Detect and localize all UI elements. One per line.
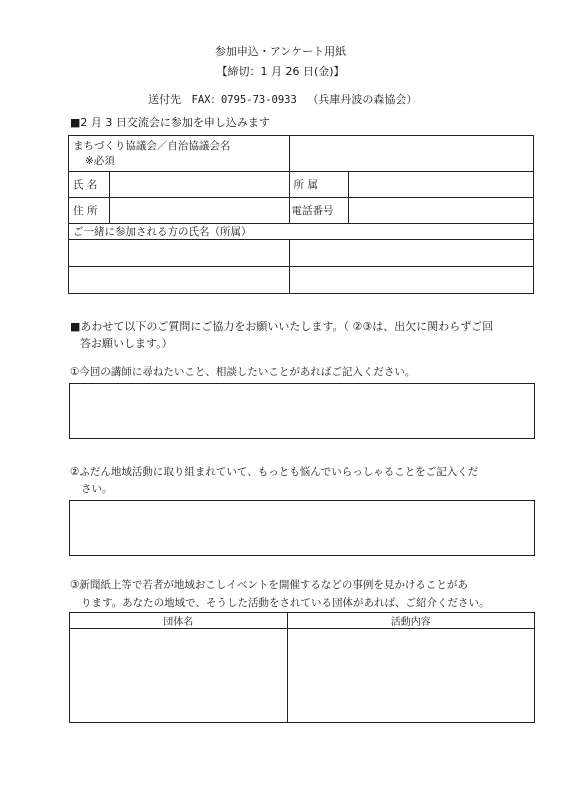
companions-label: ご一緒に参加される方の氏名（所属） — [69, 224, 534, 240]
deadline: 【締切：1 月 26 日(金)】 — [216, 65, 345, 78]
companion-field[interactable] — [69, 267, 290, 294]
companion-field[interactable] — [289, 240, 534, 267]
activity-field[interactable] — [287, 629, 534, 723]
affiliation-label: 所 属 — [289, 172, 349, 198]
fax-number: FAX：0795-73-0933 — [191, 94, 297, 106]
form-title: 参加申込・アンケート用紙 — [214, 45, 347, 58]
answer-2-box[interactable] — [69, 500, 535, 556]
council-name-field[interactable] — [289, 136, 534, 172]
address-field[interactable] — [109, 198, 289, 224]
phone-field[interactable] — [349, 198, 534, 224]
question-3-line1: ③新聞紙上等で若者が地域おこしイベントを開催するなどの事例を見かけることがあ — [70, 579, 468, 591]
registration-table — [68, 135, 534, 294]
group-name-header: 団体名 — [70, 613, 288, 629]
companion-field[interactable] — [289, 267, 534, 294]
registration-heading: ■2 月 3 日交流会に参加を申し込みます — [70, 116, 270, 129]
question-2-line2: さい。 — [81, 483, 113, 495]
send-to-label: 送付先 — [148, 93, 181, 106]
council-label-cell — [69, 136, 290, 172]
affiliation-field[interactable] — [349, 172, 534, 198]
required-note: ※必須 — [85, 154, 115, 167]
groups-table — [69, 612, 535, 723]
council-label: まちづくり協議会／自治協議会名 — [73, 139, 231, 152]
question-2-line1: ②ふだん地域活動に取り組まれていて、もっとも悩んでいらっしゃることをご記入くだ — [70, 466, 479, 478]
address-label: 住 所 — [69, 198, 110, 224]
companion-field[interactable] — [69, 240, 290, 267]
activity-header: 活動内容 — [287, 613, 534, 629]
question-1: ①今回の講師に尋ねたいこと、相談したいことがあればご記入ください。 — [70, 366, 416, 378]
question-3-line2: ります。あなたの地域で、そうした活動をされている団体があれば、ご紹介ください。 — [81, 597, 490, 609]
phone-label: 電話番号 — [289, 198, 349, 224]
answer-1-box[interactable] — [69, 383, 535, 439]
send-to-line — [148, 91, 417, 107]
organization-name: （兵庫丹波の森協会） — [307, 93, 418, 106]
survey-heading-line2: 答お願いします。） — [80, 337, 173, 350]
name-field[interactable] — [109, 172, 289, 198]
group-name-field[interactable] — [70, 629, 288, 723]
name-label: 氏 名 — [69, 172, 110, 198]
survey-heading-line1: ■あわせて以下のご質問にご協力をお願いいたします。（ ②③は、出欠に関わらずご回 — [70, 320, 494, 333]
